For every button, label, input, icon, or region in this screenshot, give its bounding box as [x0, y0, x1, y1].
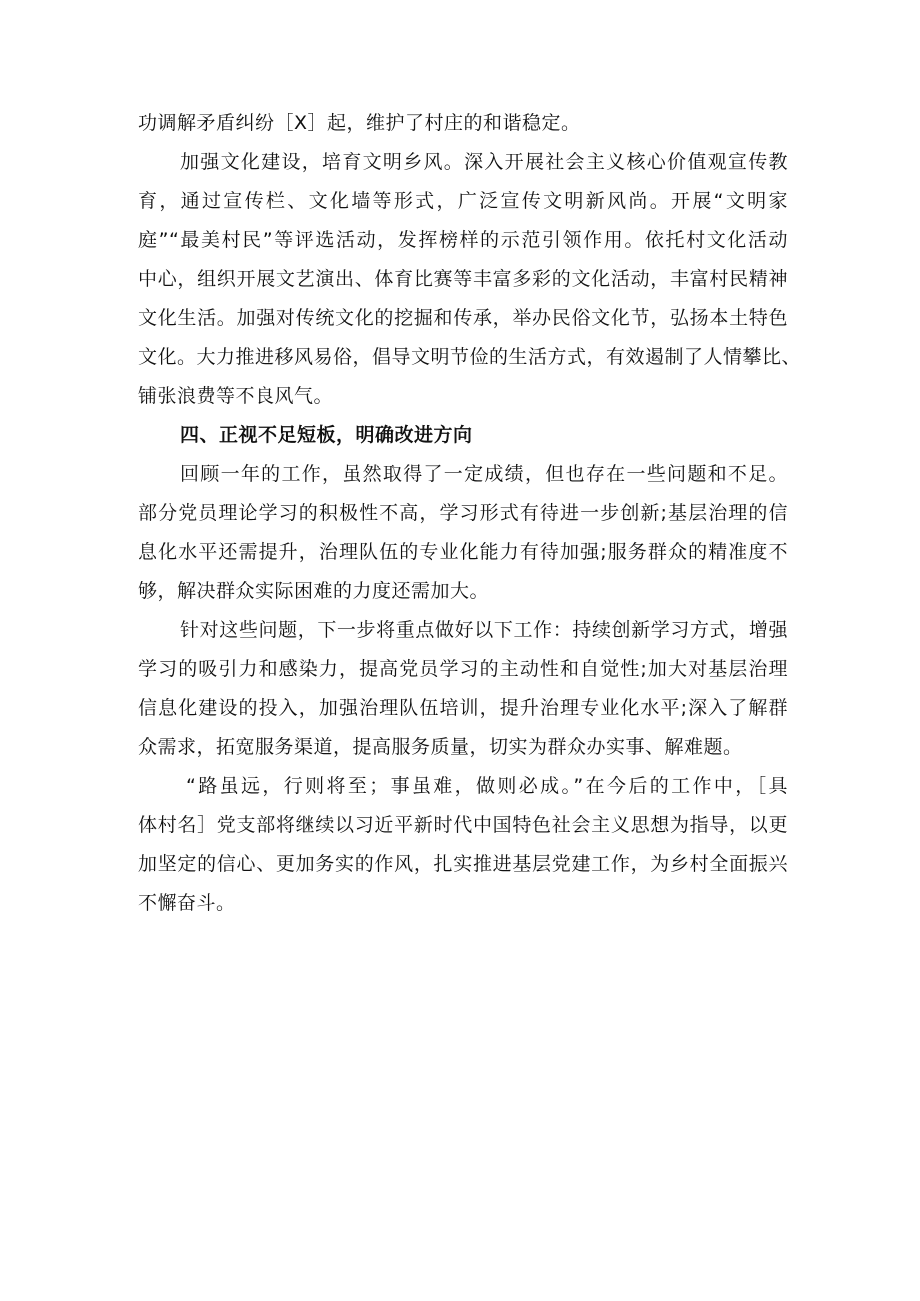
paragraph-line: 文化。大力推进移风易俗，倡导文明节俭的生活方式，有效遏制了人情攀比、 [138, 346, 802, 368]
paragraph-line: 部分党员理论学习的积极性不高，学习形式有待进一步创新;基层治理的信 [138, 502, 788, 524]
paragraph-line: 针对这些问题，下一步将重点做好以下工作：持续创新学习方式，增强 [180, 619, 788, 641]
paragraph-line: 庭”“最美村民”等评选活动，发挥榜样的示范引领作用。依托村文化活动 [138, 229, 788, 251]
paragraph-line: 众需求，拓宽服务渠道，提高服务质量，切实为群众办实事、解难题。 [138, 736, 743, 758]
paragraph-line: 功调解矛盾纠纷［X］起，维护了村庄的和谐稳定。 [138, 112, 581, 134]
paragraph-line: 够，解决群众实际困难的力度还需加大。 [138, 580, 490, 602]
paragraph-line: 回顾一年的工作，虽然取得了一定成绩，但也存在一些问题和不足。 [180, 463, 788, 485]
paragraph-line: 铺张浪费等不良风气。 [138, 385, 334, 407]
paragraph-line: 文化生活。加强对传统文化的挖掘和传承，举办民俗文化节，弘扬本土特色 [138, 307, 788, 329]
paragraph-line: 学习的吸引力和感染力，提高党员学习的主动性和自觉性;加大对基层治理 [138, 658, 788, 680]
paragraph-line: 信息化建设的投入，加强治理队伍培训，提升治理专业化水平;深入了解群 [138, 697, 788, 719]
document-page [138, 104, 802, 923]
paragraph-line: 体村名］党支部将继续以习近平新时代中国特色社会主义思想为指导，以更 [138, 814, 788, 836]
paragraph-line: 息化水平还需提升，治理队伍的专业化能力有待加强;服务群众的精准度不 [138, 541, 788, 563]
paragraph-line: 加坚定的信心、更加务实的作风，扎实推进基层党建工作，为乡村全面振兴 [138, 853, 788, 875]
section-heading: 四、正视不足短板，明确改进方向 [180, 424, 473, 446]
paragraph-line: 不懈奋斗。 [138, 892, 236, 914]
paragraph-line: 育，通过宣传栏、文化墙等形式，广泛宣传文明新风尚。开展“文明家 [138, 190, 788, 212]
paragraph-line: “路虽远，行则将至；事虽难，做则必成。”在今后的工作中，［具 [186, 775, 788, 797]
paragraph-line: 加强文化建设，培育文明乡风。深入开展社会主义核心价值观宣传教 [180, 151, 788, 173]
paragraph-line: 中心，组织开展文艺演出、体育比赛等丰富多彩的文化活动，丰富村民精神 [138, 268, 788, 290]
